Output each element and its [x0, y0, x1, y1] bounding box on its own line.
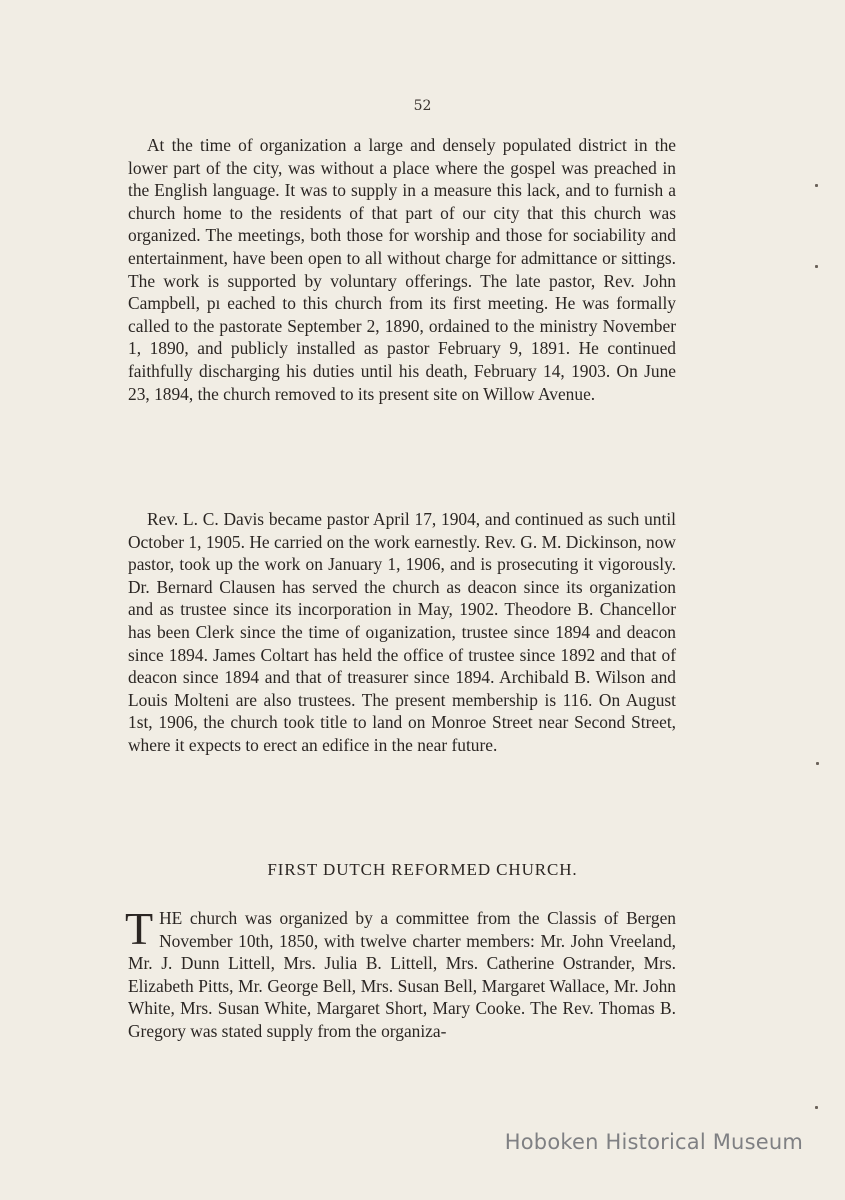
- paragraph-3: [125, 903, 676, 1043]
- paragraph-2-text: Rev. L. C. Davis became pastor April 17, 1904, and continued as such until October 1, 1905. He carried on the work earnestly. Rev. G. M. Dickinson, now pastor, took up the work on January 1, 1906, and is prosecuting it vigorously. Dr. Bernard Clausen has served the church as deacon since its organization and as trustee since its incorporation in May, 1902. Theodore B. Chancellor has been Clerk since the time of oıganization, trustee since 1894 and deacon since 1894. James Coltart has held the office of trustee since 1892 and that of deacon since 1894 and that of treasurer since 1894. Archibald B. Wilson and Louis Molteni are also trustees. The present membership is 116. On August 1st, 1906, the church took title to land on Monroe Street near Second Street, where it expects to erect an edifice in the near future.: [128, 509, 676, 755]
- margin-mark: [815, 184, 818, 187]
- watermark: Hoboken Historical Museum: [504, 1130, 803, 1154]
- paragraph-3-text: HE church was organized by a committee from the Classis of Bergen November 10th, 1850, with twelve charter members: Mr. John Vreeland, Mr. J. Dunn Littell, Mrs. Julia B. Littell, Mrs. Catherine Ostrander, Mrs. Elizabeth Pitts, Mr. George Bell, Mrs. Susan Bell, Margaret Wallace, Mr. John White, Mrs. Susan White, Margaret Short, Mary Cooke. The Rev. Thomas B. Gregory was stated supply from the organiza-: [128, 908, 676, 1041]
- paragraph-1: [128, 134, 676, 405]
- paragraph-2: [128, 508, 676, 757]
- margin-mark: [815, 265, 818, 268]
- drop-cap: T: [125, 903, 154, 954]
- paragraph-1-text: At the time of organization a large and densely populated district in the lower part of the city, was without a place where the gospel was preached in the English language. It was to supply in a measure this lack, and to furnish a church home to the residents of that part of our city that this church was organized. The meetings, both those for worship and those for sociability and entertainment, have been open to all without charge for admittance or sittings. The work is supported by voluntary offerings. The late pastor, Rev. John Campbell, pı eached to this church from its first meeting. He was formally called to the pastorate September 2, 1890, ordained to the ministry November 1, 1890, and publicly installed as pastor February 9, 1891. He continued faithfully discharging his duties until his death, February 14, 1903. On June 23, 1894, the church removed to its present site on Willow Avenue.: [128, 135, 676, 404]
- margin-mark: [816, 762, 819, 765]
- section-heading: FIRST DUTCH REFORMED CHURCH.: [267, 860, 578, 879]
- page-number: 52: [413, 98, 432, 114]
- margin-mark: [815, 1106, 818, 1109]
